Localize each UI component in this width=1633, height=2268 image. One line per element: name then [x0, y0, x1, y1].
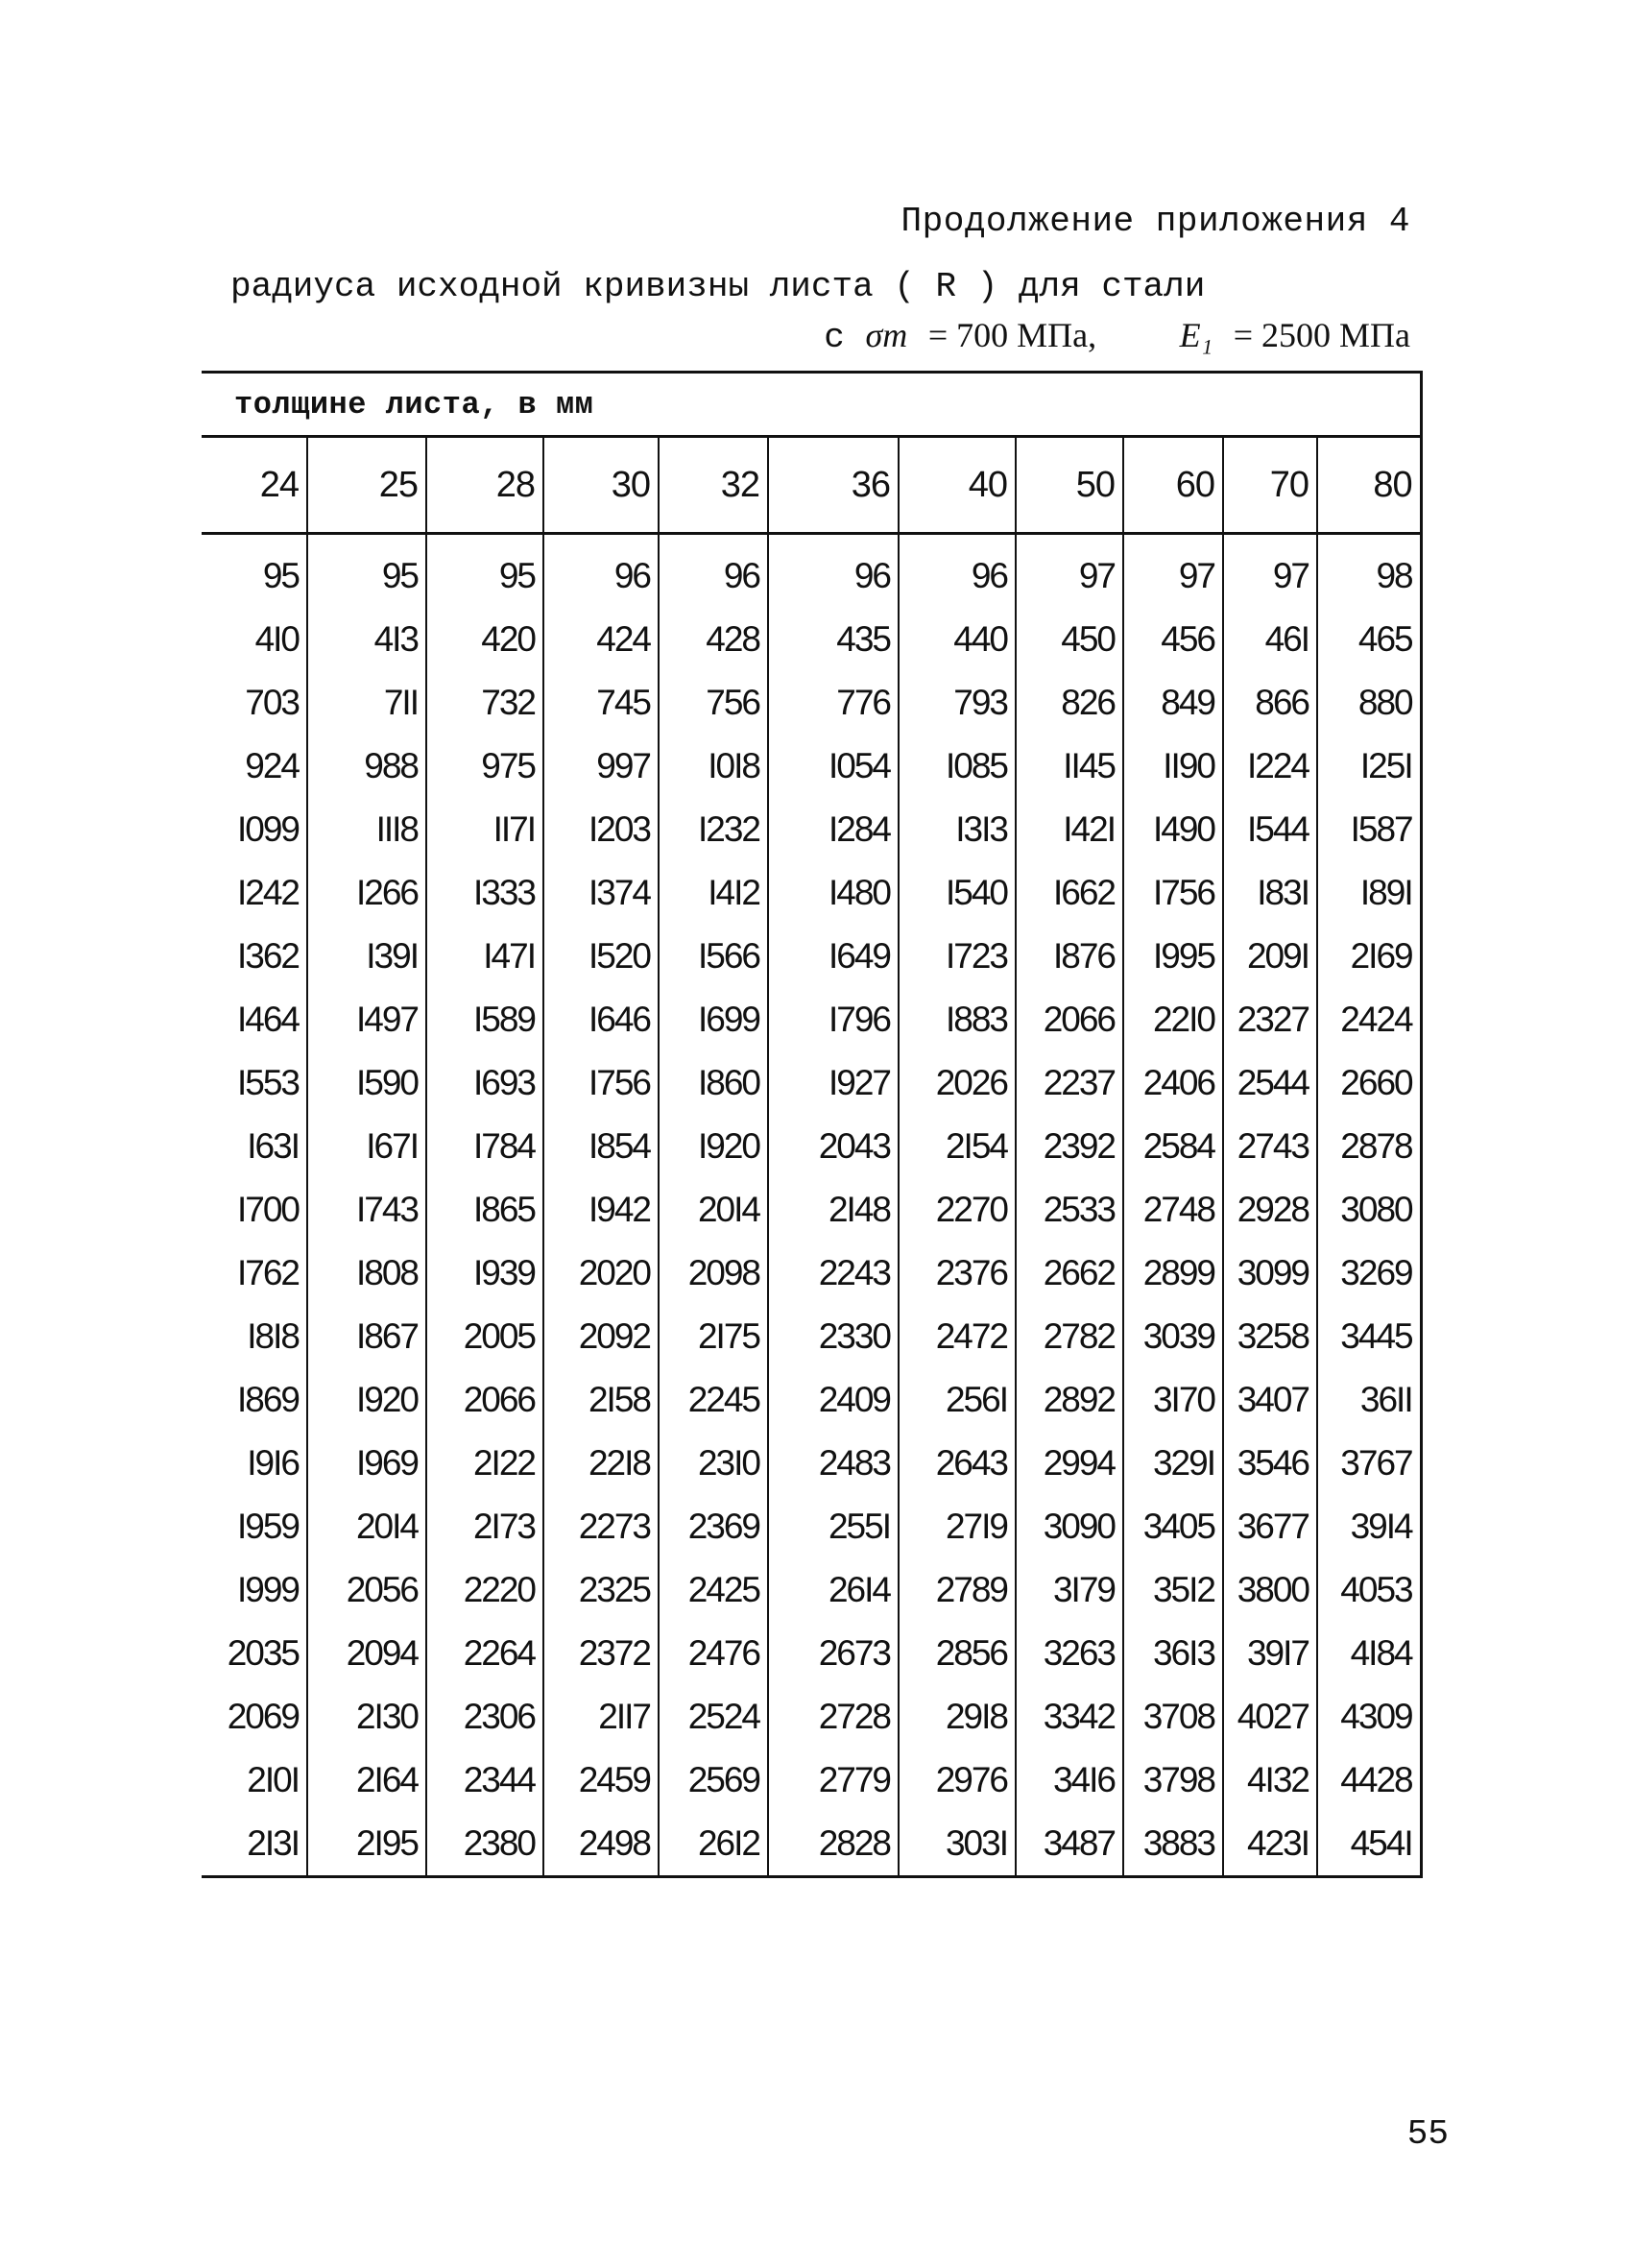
table-cell: 2878	[1317, 1115, 1421, 1178]
table-cell: I762	[236, 1253, 299, 1292]
table-cell: I553	[236, 1063, 299, 1102]
table-cell: 2662	[1016, 1242, 1123, 1305]
table-cell: I490	[1123, 798, 1223, 861]
table-cell: 2035	[227, 1633, 299, 1673]
table-cell: 3445	[1317, 1305, 1421, 1368]
table-cell: 20I4	[659, 1178, 768, 1242]
table-cell: 2I58	[543, 1368, 659, 1432]
table-cell: 2273	[543, 1495, 659, 1558]
table-cell: I662	[1016, 861, 1123, 925]
spacer-cell	[307, 534, 426, 545]
table-cell: 3I70	[1123, 1368, 1223, 1432]
table-cell: 2660	[1317, 1051, 1421, 1115]
table-body	[202, 544, 1421, 1877]
table-cell: 2330	[768, 1305, 899, 1368]
spacer-cell	[899, 534, 1016, 545]
table-cell: 2056	[307, 1558, 426, 1622]
thickness-column-header: 40	[899, 437, 1016, 534]
table-cell: I224	[1223, 735, 1317, 798]
table-cell: 2092	[543, 1305, 659, 1368]
table-cell: I876	[1016, 925, 1123, 988]
table-row	[202, 1749, 1421, 1812]
table-cell: I865	[426, 1178, 543, 1242]
table-row	[202, 861, 1421, 925]
table-cell: I25I	[1317, 735, 1421, 798]
table-cell: 703	[245, 683, 299, 722]
table-cell: 34I6	[1016, 1749, 1123, 1812]
table-cell: 2892	[1016, 1368, 1123, 1432]
table-cell: 3258	[1223, 1305, 1317, 1368]
page-number: 55	[1406, 2114, 1449, 2154]
table-cell: III8	[307, 798, 426, 861]
table-row	[202, 1812, 1421, 1877]
table-row	[202, 1115, 1421, 1178]
modulus-symbol: E₁	[1179, 316, 1213, 354]
caption-prefix: с	[824, 318, 845, 357]
table-cell: 3677	[1223, 1495, 1317, 1558]
table-cell: 3090	[1016, 1495, 1123, 1558]
table-cell: I464	[236, 1000, 299, 1039]
table-cell: 3099	[1223, 1242, 1317, 1305]
table-cell: I860	[659, 1051, 768, 1115]
table-cell: 3405	[1123, 1495, 1223, 1558]
table-cell: 2I0I	[247, 1760, 299, 1799]
table-row	[202, 798, 1421, 861]
thickness-column-header: 36	[768, 437, 899, 534]
table-cell: 2I75	[659, 1305, 768, 1368]
table-cell: I9I6	[247, 1443, 299, 1483]
table-cell: 440	[899, 608, 1016, 671]
table-cell: I590	[307, 1051, 426, 1115]
table-cell: I649	[768, 925, 899, 988]
table-cell: 3800	[1223, 1558, 1317, 1622]
table-cell: I920	[307, 1368, 426, 1432]
table-cell: 20I4	[307, 1495, 426, 1558]
table-cell: 2544	[1223, 1051, 1317, 1115]
table-cell: 4428	[1317, 1749, 1421, 1812]
table-cell: 2748	[1123, 1178, 1223, 1242]
table-cell: 2I54	[899, 1115, 1016, 1178]
table-cell: I756	[543, 1051, 659, 1115]
table-cell: 2524	[659, 1685, 768, 1749]
table-cell: 2409	[768, 1368, 899, 1432]
spacer-cell	[202, 534, 307, 545]
table-cell: I969	[307, 1432, 426, 1495]
table-cell: 256I	[899, 1368, 1016, 1432]
table-cell: 96	[899, 544, 1016, 608]
table-cell: 35I2	[1123, 1558, 1223, 1622]
spacer-cell	[1223, 534, 1317, 545]
table-cell: I589	[426, 988, 543, 1051]
table-cell: 428	[659, 608, 768, 671]
table-cell: 329I	[1123, 1432, 1223, 1495]
table-cell: 2459	[543, 1749, 659, 1812]
table-row	[202, 1242, 1421, 1305]
table-cell: 22I0	[1123, 988, 1223, 1051]
table-cell: I63I	[247, 1126, 299, 1166]
table-cell: 465	[1317, 608, 1421, 671]
table-cell: 2066	[426, 1368, 543, 1432]
table-cell: 3342	[1016, 1685, 1123, 1749]
table-row	[202, 1368, 1421, 1432]
table-cell: 39I4	[1317, 1495, 1421, 1558]
table-cell: 2743	[1223, 1115, 1317, 1178]
table-cell: I0I8	[659, 735, 768, 798]
table-cell: 2498	[543, 1812, 659, 1877]
table-cell: 2828	[768, 1812, 899, 1877]
table-cell: 880	[1317, 671, 1421, 735]
table-cell: 3039	[1123, 1305, 1223, 1368]
table-cell: I854	[543, 1115, 659, 1178]
table-cell: I700	[236, 1190, 299, 1229]
thickness-column-header: 60	[1123, 437, 1223, 534]
thickness-column-header: 24	[202, 437, 307, 534]
table-cell: 3487	[1016, 1812, 1123, 1877]
table-cell: I544	[1223, 798, 1317, 861]
table-row	[202, 1558, 1421, 1622]
table-cell: 2476	[659, 1622, 768, 1685]
table-cell: 2728	[768, 1685, 899, 1749]
table-cell: I867	[307, 1305, 426, 1368]
table-cell: I784	[426, 1115, 543, 1178]
table-row	[202, 1622, 1421, 1685]
table-cell: I89I	[1317, 861, 1421, 925]
table-cell: I796	[768, 988, 899, 1051]
thickness-group-header: толщине листа, в мм	[202, 373, 1421, 437]
table-cell: I646	[543, 988, 659, 1051]
table-cell: 450	[1016, 608, 1123, 671]
spacer-cell	[426, 534, 543, 545]
table-cell: 3269	[1317, 1242, 1421, 1305]
spacer-cell	[1123, 534, 1223, 545]
table-cell: 2026	[899, 1051, 1016, 1115]
table-cell: I520	[543, 925, 659, 988]
table-cell: 2II7	[543, 1685, 659, 1749]
table-cell: 2243	[768, 1242, 899, 1305]
table-cell: 2020	[543, 1242, 659, 1305]
spacer-cell	[543, 534, 659, 545]
table-cell: 209I	[1223, 925, 1317, 988]
table-row	[202, 1495, 1421, 1558]
table-cell: 2406	[1123, 1051, 1223, 1115]
table-cell: 732	[426, 671, 543, 735]
table-row	[202, 735, 1421, 798]
table-cell: 95	[307, 544, 426, 608]
table-cell: 36II	[1317, 1368, 1421, 1432]
table-cell: I497	[307, 988, 426, 1051]
thickness-column-header: 32	[659, 437, 768, 534]
radius-table	[202, 371, 1423, 1878]
table-cell: 435	[768, 608, 899, 671]
table-cell: 2425	[659, 1558, 768, 1622]
table-cell: 849	[1123, 671, 1223, 735]
table-cell: I232	[659, 798, 768, 861]
table-cell: 2643	[899, 1432, 1016, 1495]
table-cell: 3708	[1123, 1685, 1223, 1749]
table-cell: II90	[1123, 735, 1223, 798]
table-cell: I808	[307, 1242, 426, 1305]
table-cell: I756	[1123, 861, 1223, 925]
table-cell: 46I	[1223, 608, 1317, 671]
table-cell: 255I	[768, 1495, 899, 1558]
table-row	[202, 1051, 1421, 1115]
table-row	[202, 671, 1421, 735]
table-cell: I42I	[1016, 798, 1123, 861]
table-cell: 2369	[659, 1495, 768, 1558]
table-cell: 3883	[1123, 1812, 1223, 1877]
table-cell: 96	[659, 544, 768, 608]
table-cell: 7II	[307, 671, 426, 735]
table-cell: 975	[426, 735, 543, 798]
thickness-column-header: 30	[543, 437, 659, 534]
table-cell: 2584	[1123, 1115, 1223, 1178]
table-row	[202, 1432, 1421, 1495]
table-cell: 4I0	[254, 619, 299, 659]
table-cell: 2I48	[768, 1178, 899, 1242]
table-cell: 2533	[1016, 1178, 1123, 1242]
table-cell: 3407	[1223, 1368, 1317, 1432]
table-cell: 2264	[426, 1622, 543, 1685]
table-caption-parameters	[824, 315, 1410, 357]
table-cell: 2779	[768, 1749, 899, 1812]
table-cell: 2380	[426, 1812, 543, 1877]
table-cell: I939	[426, 1242, 543, 1305]
table-cell: 3767	[1317, 1432, 1421, 1495]
table-cell: 4I3	[307, 608, 426, 671]
table-cell: 97	[1016, 544, 1123, 608]
table-row	[202, 988, 1421, 1051]
table-cell: 2I64	[307, 1749, 426, 1812]
table-cell: 95	[262, 556, 299, 595]
table-cell: 2220	[426, 1558, 543, 1622]
table-cell: I203	[543, 798, 659, 861]
table-cell: 2005	[426, 1305, 543, 1368]
table-cell: 2I95	[307, 1812, 426, 1877]
table-cell: 26I2	[659, 1812, 768, 1877]
table-cell: I920	[659, 1115, 768, 1178]
table-cell: 3263	[1016, 1622, 1123, 1685]
table-cell: 2376	[899, 1242, 1016, 1305]
table-cell: I587	[1317, 798, 1421, 861]
table-cell: 2098	[659, 1242, 768, 1305]
sigma-value: = 700 МПа,	[927, 316, 1097, 354]
table-cell: 96	[543, 544, 659, 608]
table-cell: I284	[768, 798, 899, 861]
table-cell: I085	[899, 735, 1016, 798]
table-cell: 23I0	[659, 1432, 768, 1495]
table-cell: 456	[1123, 608, 1223, 671]
table-cell: 2344	[426, 1749, 543, 1812]
thickness-column-header: 70	[1223, 437, 1317, 534]
table-cell: I67I	[307, 1115, 426, 1178]
table-cell: 745	[543, 671, 659, 735]
table-cell: 3080	[1317, 1178, 1421, 1242]
table-cell: 776	[768, 671, 899, 735]
thickness-column-header: 50	[1016, 437, 1123, 534]
table-cell: 2I3I	[202, 1812, 307, 1877]
table-cell: I995	[1123, 925, 1223, 988]
table-cell: 424	[543, 608, 659, 671]
table-row	[202, 544, 1421, 608]
table-cell: 924	[245, 746, 299, 785]
table-cell: 22I8	[543, 1432, 659, 1495]
table-cell: I699	[659, 988, 768, 1051]
table-cell: I566	[659, 925, 768, 988]
table-cell: I47I	[426, 925, 543, 988]
table-cell: 2789	[899, 1558, 1016, 1622]
table-cell: 36I3	[1123, 1622, 1223, 1685]
thickness-column-header: 28	[426, 437, 543, 534]
table-cell: 2066	[1016, 988, 1123, 1051]
spacer-cell	[1016, 534, 1123, 545]
table-cell: I266	[307, 861, 426, 925]
table-cell: 756	[659, 671, 768, 735]
table-spacer-row	[202, 534, 1421, 545]
table-cell: 3546	[1223, 1432, 1317, 1495]
table-cell: I999	[236, 1570, 299, 1609]
table-cell: 793	[899, 671, 1016, 735]
table-row	[202, 925, 1421, 988]
table-cell: 95	[426, 544, 543, 608]
table-cell: 4309	[1317, 1685, 1421, 1749]
table-cell: 4I84	[1317, 1622, 1421, 1685]
table-cell: I540	[899, 861, 1016, 925]
table-cell: 2245	[659, 1368, 768, 1432]
table-cell: I8I8	[247, 1316, 299, 1356]
table-cell: 2928	[1223, 1178, 1317, 1242]
table-cell: I362	[236, 936, 299, 976]
table-cell: I883	[899, 988, 1016, 1051]
table-cell: 423I	[1223, 1812, 1317, 1877]
table-cell: 26I4	[768, 1558, 899, 1622]
table-cell: 454I	[1317, 1812, 1421, 1877]
table-cell: 2673	[768, 1622, 899, 1685]
spacer-cell	[659, 534, 768, 545]
table-cell: 2976	[899, 1749, 1016, 1812]
table-cell: 2270	[899, 1178, 1016, 1242]
table-cell: 2472	[899, 1305, 1016, 1368]
spacer-cell	[1317, 534, 1421, 545]
table-cell: 97	[1223, 544, 1317, 608]
table-cell: 2782	[1016, 1305, 1123, 1368]
table-cell: 4053	[1317, 1558, 1421, 1622]
table-cell: 2392	[1016, 1115, 1123, 1178]
table-row	[202, 1685, 1421, 1749]
table-cell: 2I69	[1317, 925, 1421, 988]
table-cell: I3I3	[899, 798, 1016, 861]
table-cell: 2I73	[426, 1495, 543, 1558]
table-cell: 98	[1317, 544, 1421, 608]
table-cell: I693	[426, 1051, 543, 1115]
table-cell: 2325	[543, 1558, 659, 1622]
table-cell: I723	[899, 925, 1016, 988]
table-cell: 2424	[1317, 988, 1421, 1051]
table-cell: 27I9	[899, 1495, 1016, 1558]
table-cell: 97	[1123, 544, 1223, 608]
table-cell: 39I7	[1223, 1622, 1317, 1685]
table-cell: 303I	[899, 1812, 1016, 1877]
table-cell: I959	[236, 1507, 299, 1546]
table-row	[202, 608, 1421, 671]
table-cell: 2372	[543, 1622, 659, 1685]
table-cell: I099	[236, 809, 299, 849]
modulus-value: = 2500 МПа	[1233, 316, 1410, 354]
table-cell: I942	[543, 1178, 659, 1242]
thickness-column-header: 80	[1317, 437, 1421, 534]
table-cell: 3798	[1123, 1749, 1223, 1812]
table-cell: 96	[768, 544, 899, 608]
table-cell: 2994	[1016, 1432, 1123, 1495]
table-cell: I869	[236, 1380, 299, 1419]
table-cell: 4027	[1223, 1685, 1317, 1749]
table-cell: I374	[543, 861, 659, 925]
table-cell: 2569	[659, 1749, 768, 1812]
table-cell: II45	[1016, 735, 1123, 798]
table-cell: 2306	[426, 1685, 543, 1749]
table-cell: 2094	[307, 1622, 426, 1685]
table-cell: 866	[1223, 671, 1317, 735]
table-cell: 2483	[768, 1432, 899, 1495]
table-cell: 2856	[899, 1622, 1016, 1685]
table-cell: 3I79	[1016, 1558, 1123, 1622]
table-cell: I242	[236, 873, 299, 912]
table-row	[202, 1305, 1421, 1368]
table-cell: I39I	[307, 925, 426, 988]
table-cell: 29I8	[899, 1685, 1016, 1749]
table-cell: I333	[426, 861, 543, 925]
spacer-cell	[768, 534, 899, 545]
table-cell: 2I22	[426, 1432, 543, 1495]
table-cell: I4I2	[659, 861, 768, 925]
table-cell: 2069	[227, 1697, 299, 1736]
table-cell: II7I	[426, 798, 543, 861]
table-row	[202, 1178, 1421, 1242]
table-cell: I480	[768, 861, 899, 925]
table-cell: 2899	[1123, 1242, 1223, 1305]
table-cell: I927	[768, 1051, 899, 1115]
thickness-header-row	[202, 437, 1421, 534]
table-cell: I743	[307, 1178, 426, 1242]
table-caption: радиуса исходной кривизны листа ( R ) для стали	[230, 267, 1206, 306]
table-cell: 988	[307, 735, 426, 798]
table-cell: I83I	[1223, 861, 1317, 925]
table-cell: 2327	[1223, 988, 1317, 1051]
table-cell: 2I30	[307, 1685, 426, 1749]
table-cell: 2237	[1016, 1051, 1123, 1115]
table-cell: 997	[543, 735, 659, 798]
table-cell: 4I32	[1223, 1749, 1317, 1812]
radius-table-container	[202, 371, 1421, 1878]
table-cell: 826	[1016, 671, 1123, 735]
thickness-column-header: 25	[307, 437, 426, 534]
continuation-title: Продолжение приложения 4	[901, 202, 1410, 241]
table-cell: 420	[426, 608, 543, 671]
sigma-symbol: σт	[865, 316, 908, 354]
table-cell: 2043	[768, 1115, 899, 1178]
table-cell: I054	[768, 735, 899, 798]
